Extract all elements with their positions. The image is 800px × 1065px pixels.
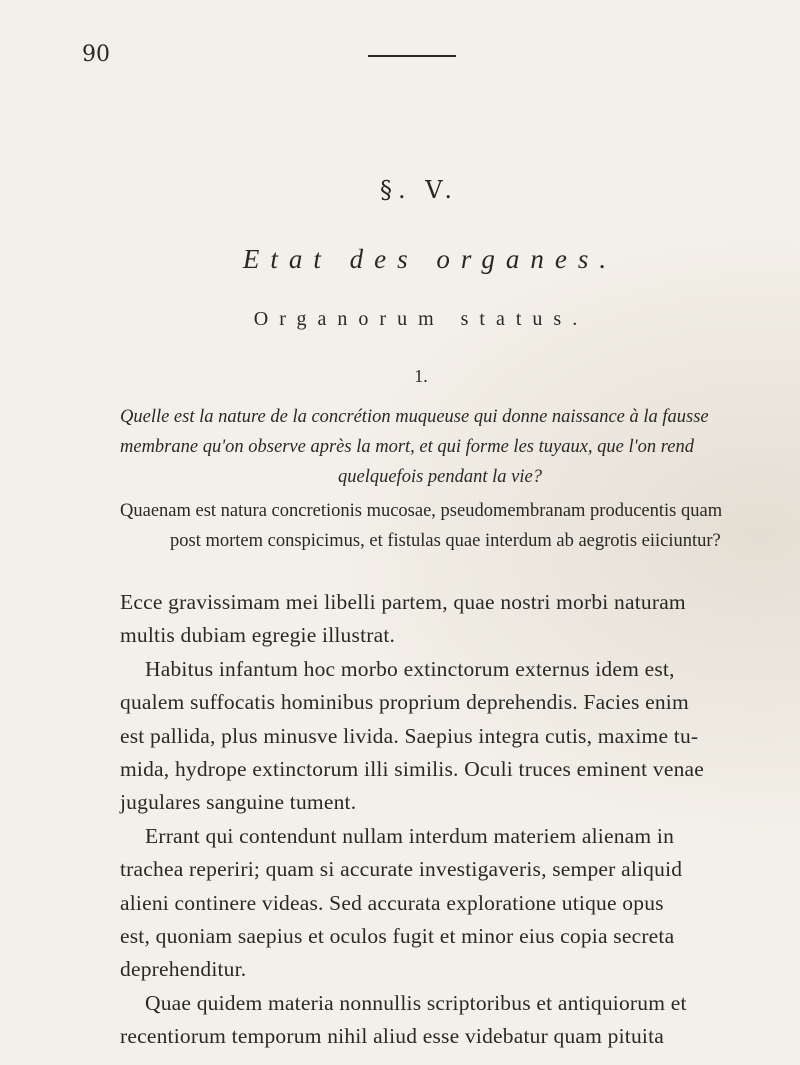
french-question-line: quelquefois pendant la vie? — [338, 467, 542, 487]
page-number: 90 — [82, 42, 110, 67]
latin-question — [120, 496, 765, 556]
french-question-line: membrane qu'on observe après la mort, et qui forme les tuyaux, que l'on rend — [120, 437, 694, 457]
body-line: Quae quidem materia nonnullis scriptoribus et antiquiorum et — [145, 990, 687, 1015]
latin-question-line: post mortem conspicimus, et fistulas quae interdum ab aegrotis eiiciuntur? — [170, 531, 721, 551]
body-line: est, quoniam saepius et oculos fugit et minor eius copia secreta — [120, 924, 675, 949]
body-line: deprehenditur. — [120, 957, 247, 982]
header-rule — [368, 55, 456, 57]
body-line: jugulares sanguine tument. — [120, 790, 357, 815]
body-line: Errant qui contendunt nullam interdum materiem alienam in — [145, 823, 675, 848]
latin-question-line: Quaenam est natura concretionis mucosae, pseudomembranam producentis quam — [120, 501, 723, 521]
body-text — [120, 586, 770, 1054]
body-line: multis dubiam egregie illustrat. — [120, 623, 396, 648]
body-line: alieni continere videas. Sed accurata exploratione utique opus — [120, 890, 664, 915]
latin-title: Organorum status. — [253, 308, 589, 330]
body-line: trachea reperiri; quam si accurate investigaveris, semper aliquid — [120, 857, 683, 882]
body-line: mida, hydrope extinctorum illi similis. Oculi truces eminent venae — [120, 757, 705, 782]
body-line: est pallida, plus minusve livida. Saepius integra cutis, maxime tu- — [120, 723, 699, 748]
question-number: 1. — [414, 366, 428, 386]
section-heading: §. V. — [379, 176, 459, 204]
french-question — [120, 402, 760, 492]
body-line: qualem suffocatis hominibus proprium deprehendis. Facies enim — [120, 690, 689, 715]
body-line: Ecce gravissimam mei libelli partem, quae nostri morbi naturam — [120, 590, 686, 614]
french-title: Etat des organes. — [242, 244, 618, 274]
body-line: Habitus infantum hoc morbo extinctorum externus idem est, — [145, 656, 675, 681]
french-question-line: Quelle est la nature de la concrétion muqueuse qui donne naissance à la fausse — [120, 407, 709, 427]
body-line: recentiorum temporum nihil aliud esse videbatur quam pituita — [120, 1024, 664, 1049]
